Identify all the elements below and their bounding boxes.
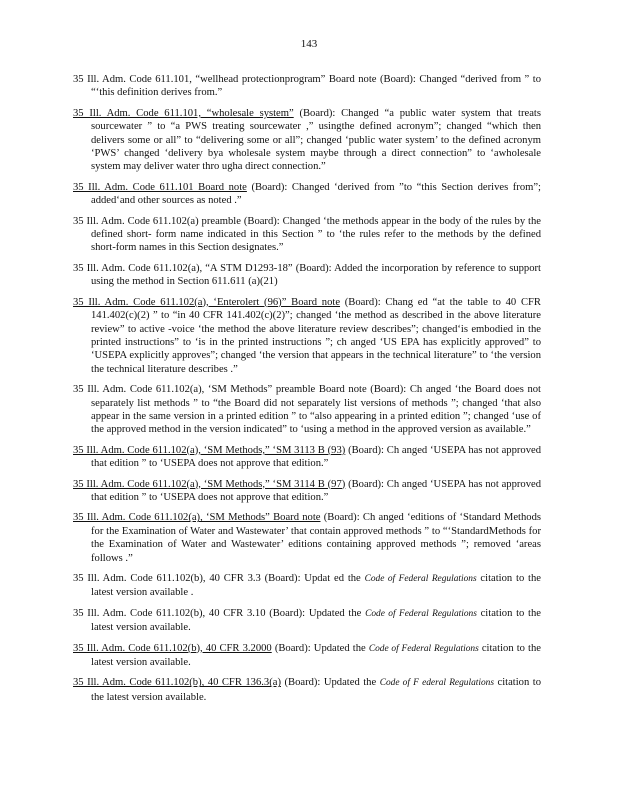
entry-italic-text: Code of F ederal Regulations <box>379 678 494 689</box>
entry-text: 35 Ill. Adm. Code 611.102(a) preamble (Board): Changed ‘the methods appear in the body of the rules by the defined short- form name indicated in this Section ” to ‘the rules refer to the methods by the defined short-form names in this Section designates.” <box>73 215 541 254</box>
entry-text: 35 Ill. Adm. Code 611.102(a), “A STM D1293-18” (Board): Added the incorporation by reference to support using the method in Section 611.611 (a)(21) <box>73 262 541 288</box>
entry-text: citation to the latest version available. <box>91 677 541 703</box>
change-entry <box>73 262 541 289</box>
entry-text: 35 Ill. Adm. Code 611.102(b), 40 CFR 3.10 (Board): Updated the <box>73 607 366 619</box>
change-entry <box>73 607 541 635</box>
change-entry <box>73 215 541 255</box>
entry-italic-text: Code of Federal Regulations <box>368 643 479 654</box>
change-entry <box>73 642 541 670</box>
entry-italic-text: Code of Federal Regulations <box>365 608 477 619</box>
entry-text: (Board): Ch anged ‘USEPA has not approved that edition ” to ‘USEPA does not approve that edition.” <box>91 478 542 503</box>
entry-list <box>73 73 541 711</box>
entry-citation: 35 Ill. Adm. Code 611.102(a), ‘Enterolert (96)” Board note <box>73 296 341 308</box>
change-entry <box>73 383 541 437</box>
entry-citation: 35 Ill. Adm. Code 611.102(a), ‘SM Methods” Board note <box>73 512 321 524</box>
change-entry <box>73 181 541 208</box>
change-entry <box>73 73 541 100</box>
change-entry <box>73 107 541 174</box>
entry-text: 35 Ill. Adm. Code 611.102(a), ‘SM Methods” preamble Board note (Board): Ch anged ‘the Board does not separately list methods ” to “the Board did not separately list versions of methods ”; changed ‘that also appear in the same version in a printed edition ” to “also appearing in a printed edition ”; changed ‘use of the approved method in the version indicated” to ‘using a method in the approved version as available.” <box>73 384 541 436</box>
entry-text: (Board): Ch anged ‘USEPA has not approved that edition ” to ‘USEPA does not approve that edition.” <box>91 444 542 470</box>
change-entry <box>73 572 541 600</box>
entry-citation: 35 Ill. Adm. Code 611.101 Board note <box>73 181 247 193</box>
page-number: 143 <box>300 38 318 50</box>
entry-italic-text: Code of Federal Regulations <box>364 574 477 584</box>
change-entry <box>73 296 541 376</box>
entry-citation: 35 Ill. Adm. Code 611.102(a), ‘SM Methods,” ‘SM 3114 B (97) <box>73 478 346 490</box>
entry-citation: 35 Ill. Adm. Code 611.102(b), 40 CFR 136.3(a) <box>73 677 281 689</box>
change-entry <box>73 478 541 505</box>
change-entry <box>73 676 541 704</box>
entry-text: (Board): Chang ed “at the table to 40 CFR 141.402(c)(2) ” to “in 40 CFR 141.402(c)(2)”; changed ‘the method as described in the above literature review” to active -voice ‘the method the above literature review describes”; changed‘is embodied in the printed instructions” to ‘is in the printed instructions ”; ch anged ‘US EPA has explicitly approved” to ‘USEPA explicitly approves”; changed ‘the version that appears in the technical literature” to ‘the version the technical literature describes .” <box>91 296 541 375</box>
entry-text: citation to the latest version available. <box>91 642 541 669</box>
entry-citation: 35 Ill. Adm. Code 611.102(b), 40 CFR 3.2000 <box>73 642 272 654</box>
entry-text: 35 Ill. Adm. Code 611.101, “wellhead protectionprogram” Board note (Board): Changed “derived from ” to “‘this definition derives from.” <box>73 74 541 99</box>
entry-text: (Board): Changed ‘derived from ”to “this Section derives from”; added‘and other sources as noted .” <box>91 181 542 207</box>
change-entry <box>73 444 541 471</box>
entry-text: 35 Ill. Adm. Code 611.102(b), 40 CFR 3.3 (Board): Updat ed the <box>73 573 365 584</box>
entry-citation: 35 Ill. Adm. Code 611.101, “wholesale system” <box>73 107 294 119</box>
change-entry <box>73 511 541 565</box>
entry-text: (Board): Ch anged ‘editions of ‘Standard Methods for the Examination of Water and Wastewater’ that contain approved methods ” to “‘StandardMethods for the Examination of Water and Wastewater’ editions containing approved methods ”; removed ‘areas follows .” <box>91 512 541 564</box>
entry-text: (Board): Updated the <box>280 677 380 689</box>
entry-text: citation to the latest version available. <box>91 607 541 634</box>
entry-text: (Board): Changed “a public water system that treats sourcewater ” to “a PWS treating sourcewater ,” usingthe defined acronym”; changed “which then delivers some or all” to “delivering some or all”; changed ‘public water system’ to the defined acronym ‘PWS’ changed ‘delivery bya wholesale system maybe through a direct connection” to ‘awholesale system may deliver water thro ugha direct connection.” <box>91 107 541 173</box>
entry-text: (Board): Updated the <box>271 642 369 654</box>
entry-text: citation to the latest version available . <box>91 573 541 599</box>
entry-citation: 35 Ill. Adm. Code 611.102(a), ‘SM Methods,” ‘SM 3113 B (93) <box>73 444 346 456</box>
